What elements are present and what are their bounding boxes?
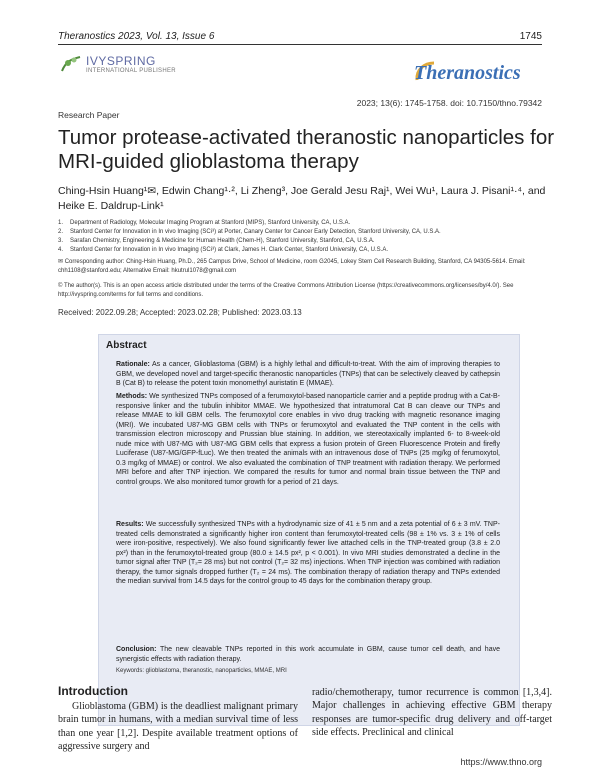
license-note: © The author(s). This is an open access article distributed under the terms of the Creative Commons Attribution License (https://creativecommons.org/licenses/by/4.0/). See http://ivyspring.com/terms for full terms and conditions. [58, 283, 514, 298]
header-rule [58, 44, 542, 45]
publisher-subtitle: INTERNATIONAL PUBLISHER [86, 68, 176, 74]
journal-logo [414, 62, 521, 85]
intro-column-1: Glioblastoma (GBM) is the deadliest malignant primary brain tumor in humans, with a median survival time of less than one year [1,2]. Despite available treatment options of aggressive surgery and [58, 701, 298, 752]
affiliation-item: 2. Stanford Center for Innovation in In vivo Imaging (SCi³) at Porter, Canary Center for Cancer Early Detection, Stanford University, CA, U.S.A. [58, 229, 441, 235]
abstract-methods: Methods: We synthesized TNPs composed of a ferumoxytol-based nanoparticle carrier and a peptide prodrug with a Cat-B-responsive linker and the tubulin inhibitor MMAE. We hypothesized that intratumoral Cat B can cleave our TNPs and release MMAE to kill GBM cells. The ferumoxytol core enables in vivo drug tracking with magnetic resonance imaging (MRI). We incubated U87-MG GBM cells with TNPs or ferumoxytol and evaluated the TNP content in the cells with transmission electron microscopy and Prussian blue staining. In addition, we stereotaxically implanted 6- to 8-week-old nude mice with U87-MG with U87-MG GBM cells that express a fusion protein of Green Fluorescence Protein and firefly Luciferase (U87-MG/GFP-fLuc). We then treated the animals with an intravenous dose of TNPs (25 mg/kg of ferumoxytol, 0.3 mg/kg of MMAE) or control. We also evaluated the combination of TNP treatment with radiation therapy. We performed MRI before and after TNP injection. We compared the results for tumor and normal brain tissue between the TNP and control groups. We also monitored tumor growth for a period of 21 days. [116, 393, 500, 486]
journal-logo-text: Theranostics [414, 62, 521, 84]
authors: Ching-Hsin Huang¹✉, Edwin Chang¹·², Li Zheng³, Joe Gerald Jesu Raj¹, Wei Wu¹, Laura J. Pisani¹·⁴, and Heike E. Daldrup-Link¹ [58, 185, 546, 212]
intro-column-2: radio/chemotherapy, tumor recurrence is common [1,3,4]. Major challenges in achieving effective GBM therapy responses are tumor-specific drug delivery and off-target side effects. Preclinical and clinical [312, 687, 552, 738]
abstract-conclusion: Conclusion: The new cleavable TNPs reported in this work accumulate in GBM, cause tumor cell death, and have synergistic effects with radiation therapy. [116, 646, 500, 663]
keywords: Keywords: glioblastoma, theranostic, nanoparticles, MMAE, MRI [116, 668, 287, 674]
affiliation-item: 3. Sarafan Chemistry, Engineering & Medicine for Human Health (Chem-H), Stanford University, Stanford, CA, U.S.A. [58, 238, 375, 244]
footer-url[interactable]: https://www.thno.org [460, 757, 542, 767]
publication-dates: Received: 2022.09.28; Accepted: 2023.02.28; Published: 2023.03.13 [58, 308, 302, 317]
publisher-name: IVYSPRING [86, 54, 156, 68]
intro-heading: Introduction [58, 684, 128, 698]
page-number: 1745 [519, 31, 542, 42]
corresponding-author: ✉ Corresponding author: Ching-Hsin Huang, Ph.D., 265 Campus Drive, School of Medicine, room G2045, Lokey Stem Cell Research Building, Stanford, CA 94305-5614. Email: chh1108@stanford.edu; Alternative Email: hkutrul1078@gmail.com [58, 259, 526, 274]
affiliation-item: 1. Department of Radiology, Molecular Imaging Program at Stanford (MIPS), Stanford University, CA, U.S.A. [58, 220, 351, 226]
article-title: Tumor protease-activated theranostic nanoparticles for MRI-guided glioblastoma therapy [58, 126, 555, 173]
citation: 2023; 13(6): 1745-1758. doi: 10.7150/thno.79342 [356, 98, 542, 108]
affiliations [58, 219, 558, 255]
abstract-rationale: Rationale: As a cancer, Glioblastoma (GBM) is a highly lethal and difficult-to-treat. With the aim of improving therapies to GBM, we developed novel and target-specific theranostic nanoparticles (TNPs) that can be selectively cleaved by cathepsin B (Cat B) to release the potent toxin monomethyl auristatin E (MMAE). [116, 361, 500, 387]
ivyspring-logo-icon [60, 55, 82, 73]
affiliation-item: 4. Stanford Center for Innovation in In vivo Imaging (SCi³) at Clark, James H. Clark Center, Stanford University, CA, U.S.A. [58, 247, 389, 253]
abstract-results: Results: We successfully synthesized TNPs with a hydrodynamic size of 41 ± 5 nm and a zeta potential of 6 ± 3 mV. TNP-treated cells demonstrated a significantly higher iron content than ferumoxytol-treated cells (98 ± 1% vs. 3 ± 1% of cells were iron-positive, respectively). We also found significantly fewer live attached cells in the TNP-treated group (3.8 ± 2.0 px²) than in the ferumoxytol-treated group (80.0 ± 14.5 px², p < 0.001). In vivo MRI studies demonstrated a decline in the tumor signal after TNP (T₂= 28 ms) but not control (T₂= 32 ms) injections. When TNP injection was combined with radiation therapy, the tumor signals dropped further (T₂ = 24 ms). The combination therapy of radiation therapy and TNPs extended the median survival from 14.5 days for the control group to 45 days for the combination therapy group. [116, 521, 500, 585]
journal-line: Theranostics 2023, Vol. 13, Issue 6 [58, 31, 215, 42]
article-type: Research Paper [58, 110, 120, 120]
abstract-heading: Abstract [106, 340, 147, 351]
